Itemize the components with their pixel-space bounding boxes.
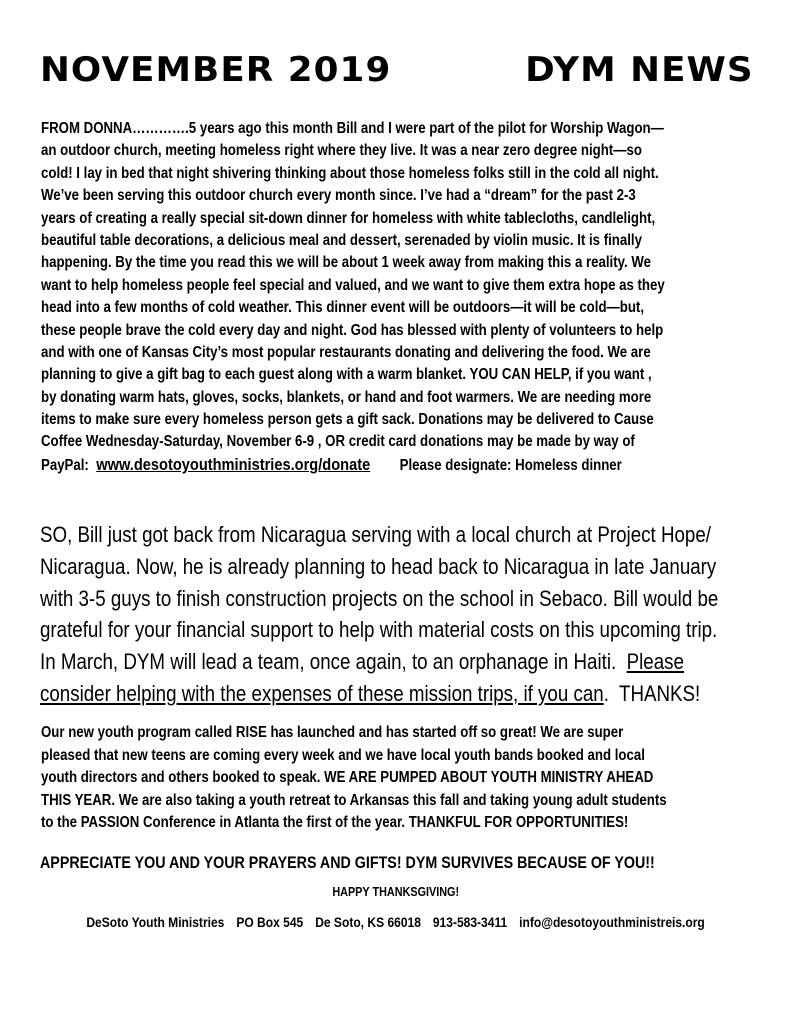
text-line: to the PASSION Conference in Atlanta the first of the year. THANKFUL FOR OPPORTUNITIES! xyxy=(41,814,629,832)
underlined-appeal: Please xyxy=(626,649,684,675)
text-line: beautiful table decorations, a delicious meal and dessert, serenaded by violin music. It is finally xyxy=(41,231,642,249)
text-line: THIS YEAR. We are also taking a youth retreat to Arkansas this fall and taking young adult students xyxy=(41,791,667,809)
email-address[interactable]: info@desotoyouthministreis.org xyxy=(519,914,705,930)
text-line: items to make sure every homeless person gets a gift sack. Donations may be delivered to Cause xyxy=(41,411,654,429)
rise-section xyxy=(41,722,781,835)
text-line: pleased that new teens are coming every week and we have local youth bands booked and local xyxy=(41,746,645,764)
text-line: head into a few months of cold weather. This dinner event will be outdoors—it will be cold—but, xyxy=(41,299,645,317)
text-line: with 3-5 guys to finish construction projects on the school in Sebaco. Bill would be xyxy=(40,585,719,611)
city-state-zip: De Soto, KS 66018 xyxy=(315,914,421,930)
underlined-appeal: consider helping with the expenses of these mission trips, if you can xyxy=(40,680,604,706)
text-line: cold! I lay in bed that night shivering thinking about those homeless folks still in the cold all night. xyxy=(41,164,659,182)
designate-note: Please designate: Homeless dinner xyxy=(399,456,622,474)
thanksgiving-text: HAPPY THANKSGIVING! xyxy=(332,885,459,899)
text-line: by donating warm hats, gloves, socks, blankets, or hand and foot warmers. We are needing more xyxy=(41,388,652,406)
text-line: happening. By the time you read this we will be about 1 week away from making this a reality. We xyxy=(41,254,651,272)
text-line: grateful for your financial support to help with material costs on this upcoming trip. xyxy=(40,617,718,643)
phone-number[interactable]: 913-583-3411 xyxy=(432,914,508,930)
paypal-line xyxy=(41,454,781,476)
text-line: want to help homeless people feel special and valued, and we want to give them extra hope as they xyxy=(41,276,665,294)
text-line: SO, Bill just got back from Nicaragua serving with a local church at Project Hope/ xyxy=(40,522,711,547)
masthead xyxy=(40,50,775,90)
donate-link[interactable]: www.desotoyouthministries.org/donate xyxy=(96,454,371,474)
thanks-text: . THANKS! xyxy=(603,680,701,706)
text-line xyxy=(40,678,780,710)
text-line: We’ve been serving this outdoor church every month since. I’ve had a “dream” for the past 2-3 xyxy=(41,187,636,205)
issue-date-title: NOVEMBER 2019 xyxy=(40,50,392,90)
text-line: Our new youth program called RISE has launched and has started off so great! We are super xyxy=(41,724,624,741)
paypal-label: PayPal: xyxy=(41,456,89,474)
text-line: Nicaragua. Now, he is already planning to head back to Nicaragua in late January xyxy=(40,553,717,579)
text-line: an outdoor church, meeting homeless right where they live. It was a near zero degree night—so xyxy=(41,142,642,160)
appreciation-line: APPRECIATE YOU AND YOUR PRAYERS AND GIFTS! DYM SURVIVES BECAUSE OF YOU!! xyxy=(40,853,655,872)
from-donna-section xyxy=(41,118,781,476)
thanksgiving-greeting xyxy=(0,883,791,901)
text-line: years of creating a really special sit-down dinner for homeless with white tablecloths, candlelight, xyxy=(41,209,656,227)
newsletter-title: DYM NEWS xyxy=(525,50,754,90)
text-line: FROM DONNA………….5 years ago this month Bill and I were part of the pilot for Worship Wagon— xyxy=(41,120,664,137)
org-name: DeSoto Youth Ministries xyxy=(86,914,225,930)
nicaragua-section xyxy=(40,519,780,710)
po-box: PO Box 545 xyxy=(236,914,304,930)
text-line: these people brave the cold every day and night. God has blessed with plenty of volunteers to help xyxy=(41,321,664,339)
text-line: Coffee Wednesday-Saturday, November 6-9 , OR credit card donations may be made by way of xyxy=(41,433,635,451)
contact-footer xyxy=(0,912,791,932)
text-segment: In March, DYM will lead a team, once again, to an orphanage in Haiti. xyxy=(40,649,627,675)
text-line: youth directors and others booked to speak. WE ARE PUMPED ABOUT YOUTH MINISTRY AHEAD xyxy=(41,769,654,787)
text-line: planning to give a gift bag to each guest along with a warm blanket. YOU CAN HELP, if you want , xyxy=(41,366,652,384)
text-line xyxy=(40,646,780,678)
text-line: and with one of Kansas City’s most popular restaurants donating and delivering the food. We are xyxy=(41,343,651,361)
